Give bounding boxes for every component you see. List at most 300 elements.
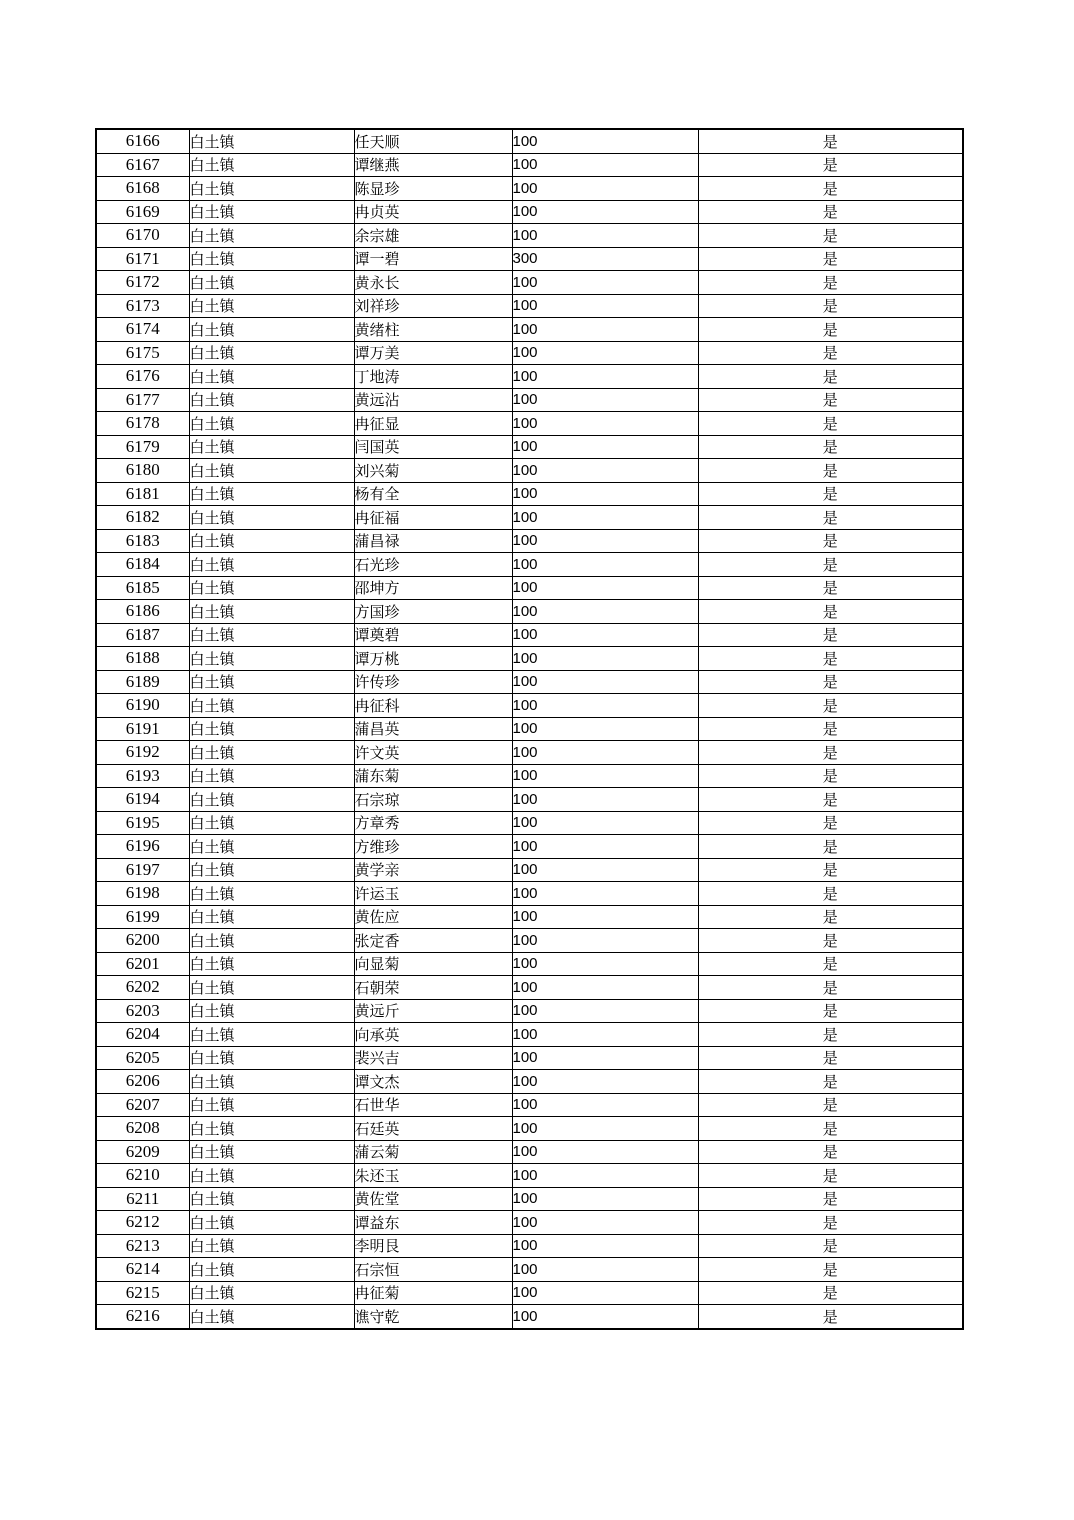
row-id-cell: 6206 — [96, 1070, 189, 1094]
row-confirm-cell: 是 — [698, 1258, 963, 1282]
table-row — [96, 694, 963, 718]
row-name-cell: 朱还玉 — [354, 1164, 512, 1188]
row-name-cell: 方维珍 — [354, 835, 512, 859]
row-confirm-cell: 是 — [698, 999, 963, 1023]
row-amount-cell: 100 — [512, 1211, 698, 1235]
row-confirm-cell: 是 — [698, 929, 963, 953]
row-town-cell: 白土镇 — [189, 224, 354, 248]
row-name-cell: 石廷英 — [354, 1117, 512, 1141]
row-name-cell: 黄佐应 — [354, 905, 512, 929]
row-confirm-cell: 是 — [698, 365, 963, 389]
row-name-cell: 谭益东 — [354, 1211, 512, 1235]
row-amount-cell: 100 — [512, 717, 698, 741]
row-name-cell: 谭文杰 — [354, 1070, 512, 1094]
row-town-cell: 白土镇 — [189, 1234, 354, 1258]
row-amount-cell: 100 — [512, 694, 698, 718]
row-amount-cell: 100 — [512, 341, 698, 365]
row-id-cell: 6215 — [96, 1281, 189, 1305]
row-confirm-cell: 是 — [698, 1281, 963, 1305]
row-confirm-cell: 是 — [698, 341, 963, 365]
row-id-cell: 6213 — [96, 1234, 189, 1258]
row-id-cell: 6205 — [96, 1046, 189, 1070]
row-town-cell: 白土镇 — [189, 741, 354, 765]
row-confirm-cell: 是 — [698, 764, 963, 788]
table-row — [96, 1070, 963, 1094]
row-town-cell: 白土镇 — [189, 999, 354, 1023]
row-town-cell: 白土镇 — [189, 623, 354, 647]
row-amount-cell: 100 — [512, 1234, 698, 1258]
row-name-cell: 石世华 — [354, 1093, 512, 1117]
row-name-cell: 任天顺 — [354, 129, 512, 153]
row-town-cell: 白土镇 — [189, 858, 354, 882]
row-confirm-cell: 是 — [698, 1187, 963, 1211]
row-name-cell: 黄远沾 — [354, 388, 512, 412]
table-row — [96, 553, 963, 577]
row-confirm-cell: 是 — [698, 412, 963, 436]
row-id-cell: 6170 — [96, 224, 189, 248]
row-name-cell: 谯守乾 — [354, 1305, 512, 1329]
row-town-cell: 白土镇 — [189, 600, 354, 624]
row-amount-cell: 100 — [512, 529, 698, 553]
table-row — [96, 976, 963, 1000]
row-amount-cell: 100 — [512, 553, 698, 577]
row-name-cell: 石朝荣 — [354, 976, 512, 1000]
row-town-cell: 白土镇 — [189, 835, 354, 859]
row-town-cell: 白土镇 — [189, 200, 354, 224]
row-id-cell: 6202 — [96, 976, 189, 1000]
row-town-cell: 白土镇 — [189, 764, 354, 788]
row-amount-cell: 100 — [512, 129, 698, 153]
row-name-cell: 石宗琼 — [354, 788, 512, 812]
row-confirm-cell: 是 — [698, 200, 963, 224]
row-confirm-cell: 是 — [698, 129, 963, 153]
row-town-cell: 白土镇 — [189, 811, 354, 835]
row-amount-cell: 100 — [512, 929, 698, 953]
row-name-cell: 蒲昌禄 — [354, 529, 512, 553]
row-name-cell: 许文英 — [354, 741, 512, 765]
table-row — [96, 600, 963, 624]
row-town-cell: 白土镇 — [189, 153, 354, 177]
row-amount-cell: 100 — [512, 1164, 698, 1188]
row-id-cell: 6176 — [96, 365, 189, 389]
row-confirm-cell: 是 — [698, 576, 963, 600]
row-town-cell: 白土镇 — [189, 1023, 354, 1047]
row-confirm-cell: 是 — [698, 600, 963, 624]
row-id-cell: 6204 — [96, 1023, 189, 1047]
row-name-cell: 蒲东菊 — [354, 764, 512, 788]
row-name-cell: 杨有全 — [354, 482, 512, 506]
row-confirm-cell: 是 — [698, 858, 963, 882]
row-amount-cell: 100 — [512, 482, 698, 506]
row-amount-cell: 100 — [512, 788, 698, 812]
table-row — [96, 294, 963, 318]
row-town-cell: 白土镇 — [189, 1281, 354, 1305]
table-body — [96, 129, 963, 1329]
row-id-cell: 6188 — [96, 647, 189, 671]
row-confirm-cell: 是 — [698, 882, 963, 906]
row-amount-cell: 300 — [512, 247, 698, 271]
row-town-cell: 白土镇 — [189, 247, 354, 271]
row-name-cell: 黄永长 — [354, 271, 512, 295]
row-amount-cell: 100 — [512, 670, 698, 694]
table-row — [96, 341, 963, 365]
row-confirm-cell: 是 — [698, 271, 963, 295]
row-name-cell: 冉征菊 — [354, 1281, 512, 1305]
row-town-cell: 白土镇 — [189, 435, 354, 459]
row-confirm-cell: 是 — [698, 318, 963, 342]
table-row — [96, 1258, 963, 1282]
row-id-cell: 6172 — [96, 271, 189, 295]
row-name-cell: 裴兴吉 — [354, 1046, 512, 1070]
table-row — [96, 741, 963, 765]
row-amount-cell: 100 — [512, 1070, 698, 1094]
row-name-cell: 向承英 — [354, 1023, 512, 1047]
row-town-cell: 白土镇 — [189, 341, 354, 365]
row-amount-cell: 100 — [512, 1117, 698, 1141]
row-id-cell: 6173 — [96, 294, 189, 318]
row-confirm-cell: 是 — [698, 717, 963, 741]
row-town-cell: 白土镇 — [189, 271, 354, 295]
row-id-cell: 6166 — [96, 129, 189, 153]
row-town-cell: 白土镇 — [189, 976, 354, 1000]
row-amount-cell: 100 — [512, 835, 698, 859]
row-confirm-cell: 是 — [698, 1093, 963, 1117]
beneficiary-table — [95, 128, 964, 1330]
row-name-cell: 向显菊 — [354, 952, 512, 976]
table-row — [96, 482, 963, 506]
table-row — [96, 200, 963, 224]
row-town-cell: 白土镇 — [189, 529, 354, 553]
row-confirm-cell: 是 — [698, 435, 963, 459]
row-confirm-cell: 是 — [698, 952, 963, 976]
table-row — [96, 999, 963, 1023]
row-amount-cell: 100 — [512, 882, 698, 906]
row-amount-cell: 100 — [512, 318, 698, 342]
row-town-cell: 白土镇 — [189, 459, 354, 483]
row-town-cell: 白土镇 — [189, 905, 354, 929]
row-name-cell: 张定香 — [354, 929, 512, 953]
table-row — [96, 835, 963, 859]
row-amount-cell: 100 — [512, 811, 698, 835]
row-town-cell: 白土镇 — [189, 1164, 354, 1188]
row-amount-cell: 100 — [512, 153, 698, 177]
row-id-cell: 6190 — [96, 694, 189, 718]
row-town-cell: 白土镇 — [189, 388, 354, 412]
row-town-cell: 白土镇 — [189, 129, 354, 153]
row-town-cell: 白土镇 — [189, 788, 354, 812]
row-town-cell: 白土镇 — [189, 929, 354, 953]
row-confirm-cell: 是 — [698, 388, 963, 412]
row-name-cell: 邵坤方 — [354, 576, 512, 600]
table-row — [96, 459, 963, 483]
row-amount-cell: 100 — [512, 952, 698, 976]
row-id-cell: 6189 — [96, 670, 189, 694]
row-town-cell: 白土镇 — [189, 1305, 354, 1329]
row-amount-cell: 100 — [512, 1281, 698, 1305]
row-name-cell: 谭一碧 — [354, 247, 512, 271]
row-id-cell: 6175 — [96, 341, 189, 365]
row-id-cell: 6191 — [96, 717, 189, 741]
table-row — [96, 882, 963, 906]
row-confirm-cell: 是 — [698, 670, 963, 694]
row-amount-cell: 100 — [512, 647, 698, 671]
row-amount-cell: 100 — [512, 576, 698, 600]
row-confirm-cell: 是 — [698, 529, 963, 553]
row-name-cell: 丁地涛 — [354, 365, 512, 389]
row-name-cell: 冉征显 — [354, 412, 512, 436]
row-town-cell: 白土镇 — [189, 318, 354, 342]
row-id-cell: 6183 — [96, 529, 189, 553]
row-name-cell: 黄佐堂 — [354, 1187, 512, 1211]
row-amount-cell: 100 — [512, 388, 698, 412]
row-id-cell: 6174 — [96, 318, 189, 342]
row-id-cell: 6199 — [96, 905, 189, 929]
table-row — [96, 1117, 963, 1141]
row-confirm-cell: 是 — [698, 459, 963, 483]
row-name-cell: 许传珍 — [354, 670, 512, 694]
row-town-cell: 白土镇 — [189, 1258, 354, 1282]
table-row — [96, 247, 963, 271]
row-name-cell: 黄绪柱 — [354, 318, 512, 342]
row-id-cell: 6207 — [96, 1093, 189, 1117]
row-id-cell: 6195 — [96, 811, 189, 835]
row-id-cell: 6216 — [96, 1305, 189, 1329]
row-id-cell: 6180 — [96, 459, 189, 483]
table-row — [96, 129, 963, 153]
row-town-cell: 白土镇 — [189, 647, 354, 671]
table-row — [96, 1187, 963, 1211]
row-name-cell: 黄学亲 — [354, 858, 512, 882]
row-amount-cell: 100 — [512, 741, 698, 765]
row-id-cell: 6185 — [96, 576, 189, 600]
table-row — [96, 271, 963, 295]
row-confirm-cell: 是 — [698, 553, 963, 577]
row-town-cell: 白土镇 — [189, 1187, 354, 1211]
row-id-cell: 6198 — [96, 882, 189, 906]
row-name-cell: 刘祥珍 — [354, 294, 512, 318]
table-row — [96, 1281, 963, 1305]
row-town-cell: 白土镇 — [189, 1117, 354, 1141]
row-confirm-cell: 是 — [698, 835, 963, 859]
row-id-cell: 6179 — [96, 435, 189, 459]
row-town-cell: 白土镇 — [189, 1140, 354, 1164]
row-name-cell: 方国珍 — [354, 600, 512, 624]
table-row — [96, 412, 963, 436]
row-town-cell: 白土镇 — [189, 1093, 354, 1117]
row-name-cell: 蒲昌英 — [354, 717, 512, 741]
row-name-cell: 闫国英 — [354, 435, 512, 459]
table-row — [96, 506, 963, 530]
row-confirm-cell: 是 — [698, 247, 963, 271]
row-amount-cell: 100 — [512, 1023, 698, 1047]
row-name-cell: 谭奠碧 — [354, 623, 512, 647]
table-row — [96, 952, 963, 976]
row-amount-cell: 100 — [512, 1093, 698, 1117]
table-row — [96, 1140, 963, 1164]
row-town-cell: 白土镇 — [189, 717, 354, 741]
row-id-cell: 6192 — [96, 741, 189, 765]
row-town-cell: 白土镇 — [189, 1070, 354, 1094]
table-row — [96, 647, 963, 671]
row-id-cell: 6214 — [96, 1258, 189, 1282]
row-confirm-cell: 是 — [698, 976, 963, 1000]
row-amount-cell: 100 — [512, 1187, 698, 1211]
row-town-cell: 白土镇 — [189, 177, 354, 201]
table-row — [96, 365, 963, 389]
row-amount-cell: 100 — [512, 1140, 698, 1164]
row-town-cell: 白土镇 — [189, 952, 354, 976]
row-town-cell: 白土镇 — [189, 694, 354, 718]
row-id-cell: 6197 — [96, 858, 189, 882]
table-row — [96, 435, 963, 459]
row-confirm-cell: 是 — [698, 153, 963, 177]
table-row — [96, 1046, 963, 1070]
table-row — [96, 764, 963, 788]
table-row — [96, 929, 963, 953]
row-name-cell: 冉贞英 — [354, 200, 512, 224]
row-id-cell: 6196 — [96, 835, 189, 859]
row-town-cell: 白土镇 — [189, 365, 354, 389]
row-name-cell: 许运玉 — [354, 882, 512, 906]
table-row — [96, 1305, 963, 1329]
table-row — [96, 670, 963, 694]
row-town-cell: 白土镇 — [189, 294, 354, 318]
table-row — [96, 576, 963, 600]
row-confirm-cell: 是 — [698, 177, 963, 201]
row-id-cell: 6169 — [96, 200, 189, 224]
row-confirm-cell: 是 — [698, 623, 963, 647]
table-row — [96, 811, 963, 835]
row-name-cell: 余宗雄 — [354, 224, 512, 248]
row-amount-cell: 100 — [512, 459, 698, 483]
row-id-cell: 6178 — [96, 412, 189, 436]
row-id-cell: 6171 — [96, 247, 189, 271]
row-town-cell: 白土镇 — [189, 482, 354, 506]
row-name-cell: 刘兴菊 — [354, 459, 512, 483]
row-confirm-cell: 是 — [698, 1305, 963, 1329]
row-confirm-cell: 是 — [698, 482, 963, 506]
row-amount-cell: 100 — [512, 294, 698, 318]
row-id-cell: 6184 — [96, 553, 189, 577]
table-row — [96, 529, 963, 553]
row-amount-cell: 100 — [512, 224, 698, 248]
row-name-cell: 石光珍 — [354, 553, 512, 577]
row-town-cell: 白土镇 — [189, 1046, 354, 1070]
row-amount-cell: 100 — [512, 271, 698, 295]
row-id-cell: 6212 — [96, 1211, 189, 1235]
table-row — [96, 717, 963, 741]
row-town-cell: 白土镇 — [189, 506, 354, 530]
row-name-cell: 冉征科 — [354, 694, 512, 718]
row-name-cell: 陈显珍 — [354, 177, 512, 201]
table-row — [96, 224, 963, 248]
row-amount-cell: 100 — [512, 177, 698, 201]
row-confirm-cell: 是 — [698, 224, 963, 248]
row-name-cell: 方章秀 — [354, 811, 512, 835]
row-town-cell: 白土镇 — [189, 882, 354, 906]
row-amount-cell: 100 — [512, 600, 698, 624]
row-id-cell: 6186 — [96, 600, 189, 624]
row-id-cell: 6182 — [96, 506, 189, 530]
row-id-cell: 6203 — [96, 999, 189, 1023]
table-row — [96, 858, 963, 882]
row-name-cell: 黄远斤 — [354, 999, 512, 1023]
row-town-cell: 白土镇 — [189, 553, 354, 577]
row-town-cell: 白土镇 — [189, 576, 354, 600]
row-confirm-cell: 是 — [698, 1023, 963, 1047]
row-id-cell: 6177 — [96, 388, 189, 412]
row-confirm-cell: 是 — [698, 294, 963, 318]
row-id-cell: 6210 — [96, 1164, 189, 1188]
row-amount-cell: 100 — [512, 200, 698, 224]
table-row — [96, 1023, 963, 1047]
row-town-cell: 白土镇 — [189, 1211, 354, 1235]
row-id-cell: 6200 — [96, 929, 189, 953]
row-id-cell: 6209 — [96, 1140, 189, 1164]
row-amount-cell: 100 — [512, 365, 698, 389]
row-amount-cell: 100 — [512, 623, 698, 647]
row-id-cell: 6194 — [96, 788, 189, 812]
row-town-cell: 白土镇 — [189, 670, 354, 694]
row-amount-cell: 100 — [512, 435, 698, 459]
row-amount-cell: 100 — [512, 1046, 698, 1070]
row-id-cell: 6187 — [96, 623, 189, 647]
row-confirm-cell: 是 — [698, 1164, 963, 1188]
row-name-cell: 蒲云菊 — [354, 1140, 512, 1164]
row-id-cell: 6211 — [96, 1187, 189, 1211]
row-id-cell: 6193 — [96, 764, 189, 788]
row-name-cell: 谭万美 — [354, 341, 512, 365]
row-amount-cell: 100 — [512, 506, 698, 530]
row-confirm-cell: 是 — [698, 1117, 963, 1141]
row-id-cell: 6208 — [96, 1117, 189, 1141]
table-row — [96, 388, 963, 412]
row-confirm-cell: 是 — [698, 788, 963, 812]
table-row — [96, 1164, 963, 1188]
row-town-cell: 白土镇 — [189, 412, 354, 436]
row-name-cell: 谭继燕 — [354, 153, 512, 177]
row-id-cell: 6181 — [96, 482, 189, 506]
row-name-cell: 谭万桃 — [354, 647, 512, 671]
table-row — [96, 905, 963, 929]
row-confirm-cell: 是 — [698, 1140, 963, 1164]
table-row — [96, 1093, 963, 1117]
row-confirm-cell: 是 — [698, 1234, 963, 1258]
row-amount-cell: 100 — [512, 976, 698, 1000]
row-confirm-cell: 是 — [698, 647, 963, 671]
row-confirm-cell: 是 — [698, 1070, 963, 1094]
row-amount-cell: 100 — [512, 412, 698, 436]
table-row — [96, 788, 963, 812]
table-row — [96, 1234, 963, 1258]
row-name-cell: 李明艮 — [354, 1234, 512, 1258]
table-row — [96, 623, 963, 647]
row-confirm-cell: 是 — [698, 694, 963, 718]
row-id-cell: 6168 — [96, 177, 189, 201]
row-amount-cell: 100 — [512, 1305, 698, 1329]
row-amount-cell: 100 — [512, 1258, 698, 1282]
row-confirm-cell: 是 — [698, 506, 963, 530]
row-name-cell: 冉征福 — [354, 506, 512, 530]
table-row — [96, 153, 963, 177]
table-row — [96, 1211, 963, 1235]
row-name-cell: 石宗恒 — [354, 1258, 512, 1282]
table-row — [96, 177, 963, 201]
row-amount-cell: 100 — [512, 999, 698, 1023]
row-id-cell: 6167 — [96, 153, 189, 177]
row-amount-cell: 100 — [512, 858, 698, 882]
row-amount-cell: 100 — [512, 764, 698, 788]
